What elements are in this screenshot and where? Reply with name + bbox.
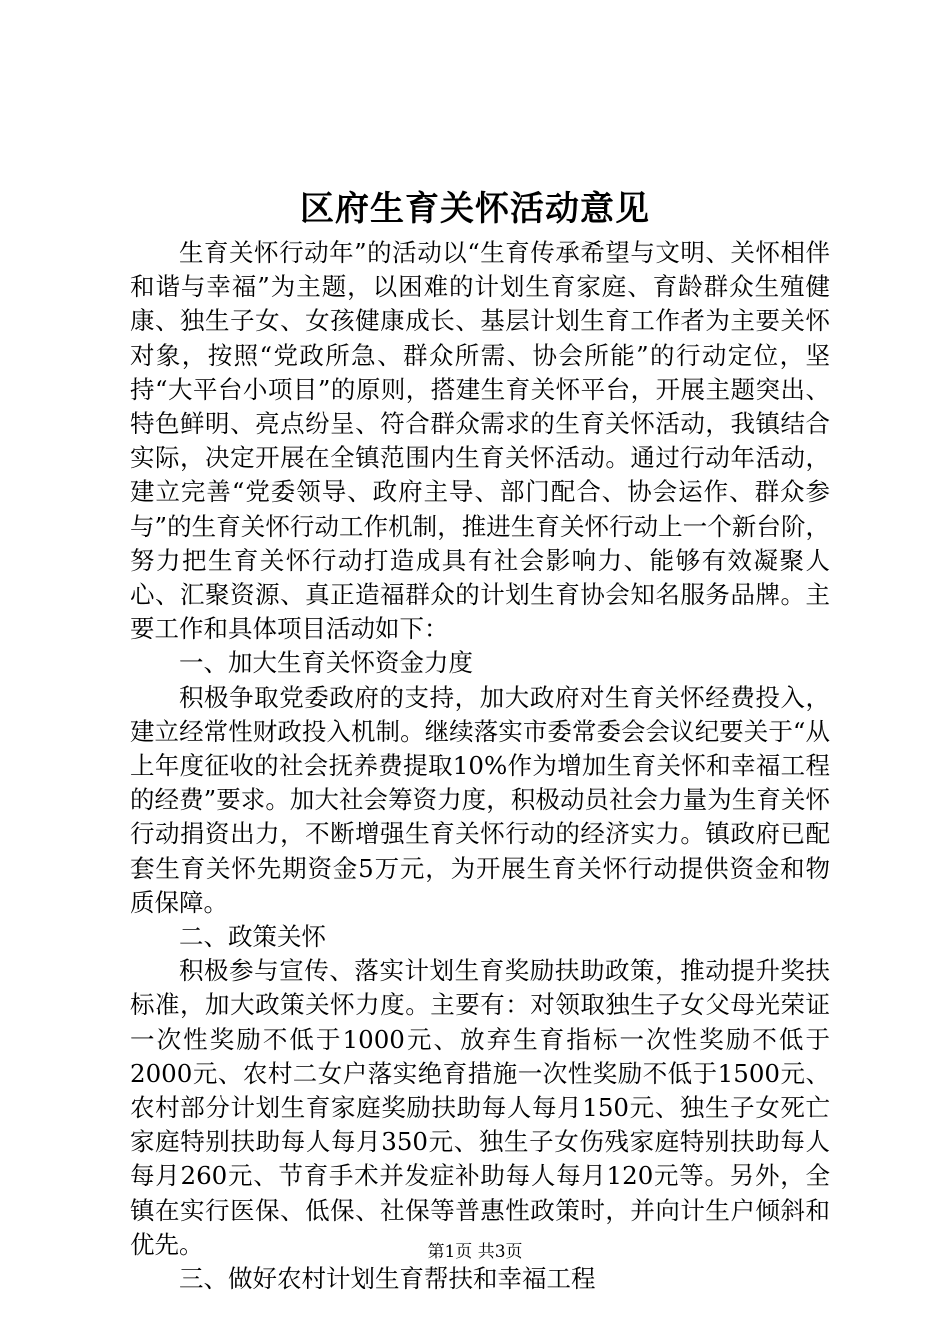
paragraph-funding: 积极争取党委政府的支持，加大政府对生育关怀经费投入，建立经常性财政投入机制。继续落实市委常委会会议纪要关于“从上年度征收的社会抚养费提取10%作为增加生育关怀和幸福工程的经费”要求。加大社会筹资力度，积极动员社会力量为生育关怀行动捐资出力，不断增强生育关怀行动的经济实力。镇政府已配套生育关怀先期资金5万元，为开展生育关怀行动提供资金和物质保障。 [130,682,830,917]
document-title: 区府生育关怀活动意见 [300,189,650,229]
page-footer: 第1页 共3页 [427,1242,523,1262]
paragraph-intro: 生育关怀行动年”的活动以“生育传承希望与文明、关怀相伴和谐与幸福”为主题，以困难的计划生育家庭、育龄群众生殖健康、独生子女、女孩健康成长、基层计划生育工作者为主要关怀对象，按照“党政所急、群众所需、协会所能”的行动定位，坚持“大平台小项目”的原则，搭建生育关怀平台，开展主题突出、特色鲜明、亮点纷呈、符合群众需求的生育关怀活动，我镇结合实际，决定开展在全镇范围内生育关怀活动。通过行动年活动，建立完善“党委领导、政府主导、部门配合、协会运作、群众参与”的生育关怀行动工作机制，推进生育关怀行动上一个新台阶，努力把生育关怀行动打造成具有社会影响力、能够有效凝聚人心、汇聚资源、真正造福群众的计划生育协会知名服务品牌。主要工作和具体项目活动如下： [130,238,830,644]
paragraph-policy: 积极参与宣传、落实计划生育奖励扶助政策，推动提升奖扶标准，加大政策关怀力度。主要有：对领取独生子女父母光荣证一次性奖励不低于1000元、放弃生育指标一次性奖励不低于2000元、农村二女户落实绝育措施一次性奖励不低于1500元、农村部分计划生育家庭奖励扶助每人每月150元、独生子女死亡家庭特别扶助每人每月350元、独生子女伤残家庭特别扶助每人每月260元、节育手术并发症补助每人每月120元等。另外，全镇在实行医保、低保、社保等普惠性政策时，并向计生户倾斜和优先。 [130,956,830,1259]
document-body [130,236,830,1296]
section-heading-rural-support: 三、做好农村计划生育帮扶和幸福工程 [179,1264,596,1294]
section-heading-policy: 二、政策关怀 [179,922,326,952]
section-heading-funding: 一、加大生育关怀资金力度 [179,648,473,678]
